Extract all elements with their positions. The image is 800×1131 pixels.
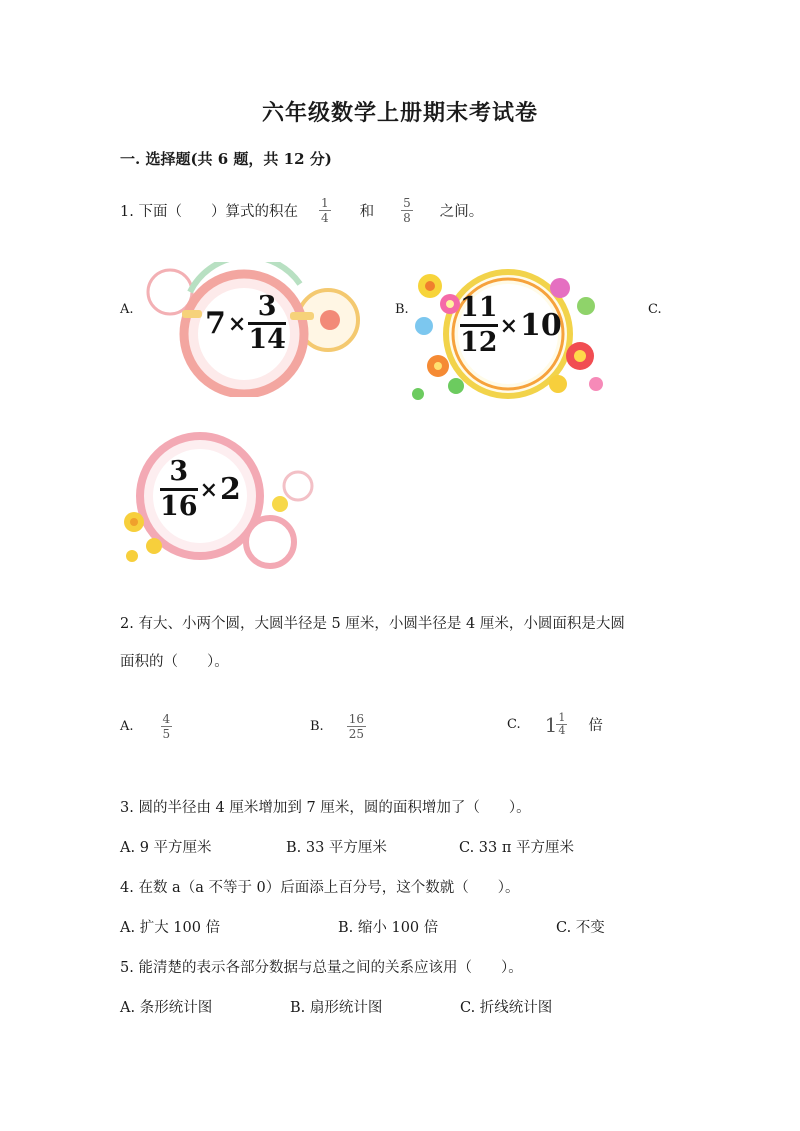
q1-fraction-1 xyxy=(320,196,330,225)
whole-number: 7 xyxy=(205,306,226,341)
whole-number: 2 xyxy=(220,472,241,507)
q4-option-c[interactable]: C. 不变 xyxy=(556,920,605,936)
numerator: 3 xyxy=(169,456,189,487)
question-3-stem: 3. 圆的半径由 4 厘米增加到 7 厘米，圆的面积增加了（ ）。 xyxy=(120,800,531,816)
fraction xyxy=(460,292,498,359)
fraction xyxy=(557,712,566,737)
expression-a xyxy=(205,292,286,355)
times-sign: × xyxy=(227,310,247,337)
q1-option-b-label[interactable]: B. xyxy=(395,302,409,317)
numerator: 11 xyxy=(460,292,498,323)
q2-option-b[interactable] xyxy=(310,712,365,741)
numerator: 1 xyxy=(558,711,566,724)
fraction xyxy=(348,712,365,741)
q3-option-b[interactable]: B. 33 平方厘米 xyxy=(286,840,387,856)
q1-option-b-card[interactable] xyxy=(410,266,606,408)
q2-option-a[interactable] xyxy=(120,712,171,741)
denominator: 12 xyxy=(460,327,498,358)
q5-option-b[interactable]: B. 扇形统计图 xyxy=(290,1000,383,1016)
section-heading: 一. 选择题(共 6 题，共 12 分) xyxy=(120,150,332,168)
q1-and: 和 xyxy=(359,204,375,220)
fraction xyxy=(160,456,198,523)
q1-stem-before: 1. 下面（ ）算式的积在 xyxy=(120,204,298,220)
option-label: A. xyxy=(120,719,134,734)
question-2-line-2: 面积的（ ）。 xyxy=(120,654,229,670)
denominator: 8 xyxy=(403,211,411,225)
option-label: C. xyxy=(507,717,521,732)
fraction xyxy=(162,712,172,741)
q4-option-a[interactable]: A. 扩大 100 倍 xyxy=(120,920,221,936)
q1-stem-after: 之间。 xyxy=(439,204,484,220)
expression-c xyxy=(160,456,241,523)
numerator: 16 xyxy=(348,712,364,726)
question-1-stem xyxy=(120,196,483,225)
denominator: 14 xyxy=(248,324,286,355)
denominator: 5 xyxy=(162,727,171,741)
option-label: B. xyxy=(310,719,324,734)
expression-b xyxy=(460,292,562,359)
question-2-line-1: 2. 有大、小两个圆，大圆半径是 5 厘米，小圆半径是 4 厘米，小圆面积是大圆 xyxy=(120,616,625,632)
denominator: 16 xyxy=(160,491,198,522)
q2-option-c[interactable] xyxy=(507,712,603,737)
question-5-stem: 5. 能清楚的表示各部分数据与总量之间的关系应该用（ ）。 xyxy=(120,960,523,976)
denominator: 25 xyxy=(348,727,364,741)
q1-option-a-label[interactable]: A. xyxy=(120,302,134,317)
q1-option-c-label[interactable]: C. xyxy=(648,302,662,317)
whole-number: 10 xyxy=(520,308,562,343)
q3-option-c[interactable]: C. 33 π 平方厘米 xyxy=(459,840,574,856)
q1-option-a-card[interactable] xyxy=(140,262,365,397)
numerator: 3 xyxy=(257,291,277,322)
denominator: 4 xyxy=(558,724,566,737)
whole-number: 1 xyxy=(544,712,558,737)
denominator: 4 xyxy=(320,211,329,225)
q4-option-b[interactable]: B. 缩小 100 倍 xyxy=(338,920,439,936)
q5-option-a[interactable]: A. 条形统计图 xyxy=(120,1000,213,1016)
question-4-stem: 4. 在数 a（a 不等于 0）后面添上百分号，这个数就（ ）。 xyxy=(120,880,520,896)
numerator: 1 xyxy=(320,196,329,210)
fraction xyxy=(248,292,286,355)
times-sign: × xyxy=(499,312,519,339)
times-sign: × xyxy=(199,476,219,503)
q1-fraction-2 xyxy=(402,196,412,225)
unit-suffix: 倍 xyxy=(588,718,603,734)
q3-option-a[interactable]: A. 9 平方厘米 xyxy=(120,840,212,856)
q5-option-c[interactable]: C. 折线统计图 xyxy=(460,1000,553,1016)
page-title: 六年级数学上册期末考试卷 xyxy=(261,100,538,126)
numerator: 5 xyxy=(403,196,411,210)
q1-option-c-card[interactable] xyxy=(120,430,330,570)
numerator: 4 xyxy=(162,712,171,726)
